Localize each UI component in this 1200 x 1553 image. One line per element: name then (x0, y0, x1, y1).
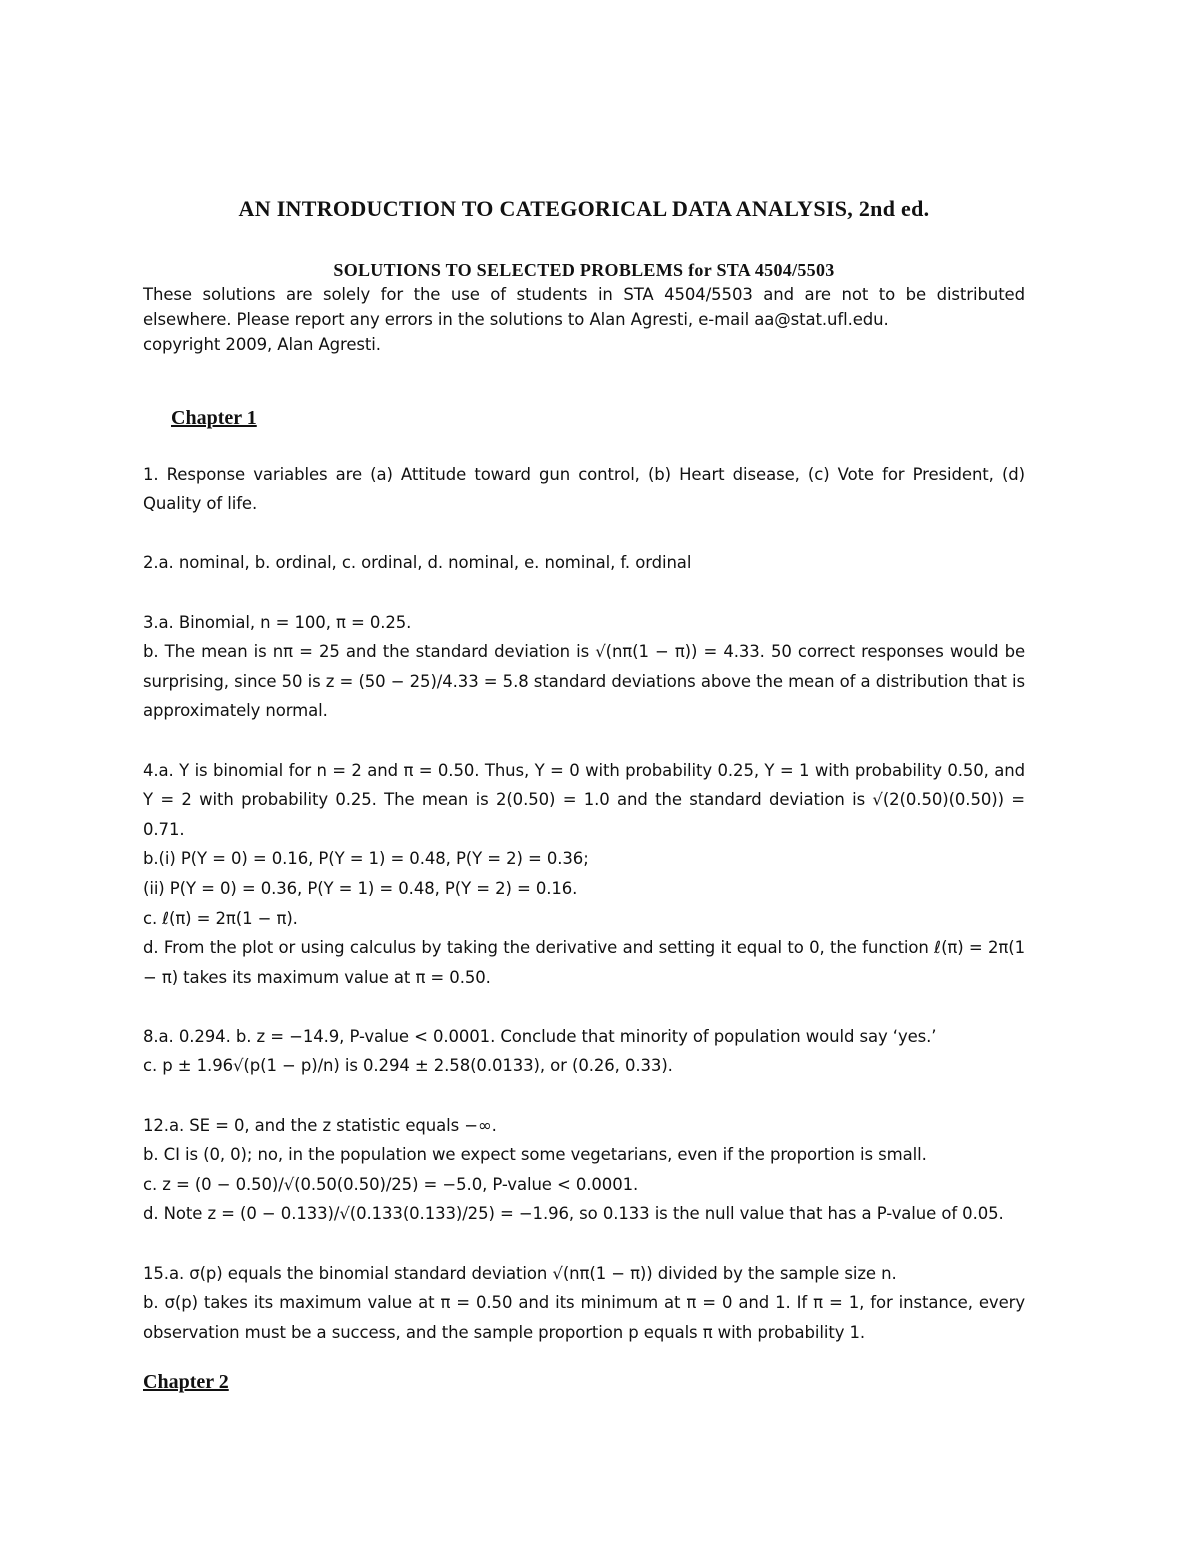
problem-8 (143, 1022, 1025, 1081)
problem-3-part-b: b. The mean is nπ = 25 and the standard deviation is √(nπ(1 − π)) = 4.33. 50 correct responses would be surprising, since 50 is z = (50 − 25)/4.33 = 5.8 standard deviations above the mean of a distribution that is approximately normal. (143, 642, 1025, 721)
chapter-1-heading: Chapter 1 (171, 407, 257, 429)
problem-15 (143, 1259, 1025, 1348)
problem-2: 2.a. nominal, b. ordinal, c. ordinal, d. nominal, e. nominal, f. ordinal (143, 553, 692, 573)
problem-4-part-d: d. From the plot or using calculus by taking the derivative and setting it equal to 0, the function ℓ(π) = 2π(1 − π) takes its maximum value at π = 0.50. (143, 938, 1025, 987)
problem-4-part-a: 4.a. Y is binomial for n = 2 and π = 0.50. Thus, Y = 0 with probability 0.25, Y = 1 with probability 0.50, and Y = 2 with probability 0.25. The mean is 2(0.50) = 1.0 and the standard deviation is √(2(0.50)(0.50)) = 0.71. (143, 760, 1025, 839)
document-title: AN INTRODUCTION TO CATEGORICAL DATA ANALYSIS, 2nd ed. (238, 196, 930, 221)
chapter-2-heading: Chapter 2 (143, 1371, 229, 1394)
problem-8-part-c: c. p ± 1.96√(p(1 − p)/n) is 0.294 ± 2.58(0.0133), or (0.26, 0.33). (143, 1056, 673, 1076)
problem-12-part-d: d. Note z = (0 − 0.133)/√(0.133(0.133)/25) = −1.96, so 0.133 is the null value that has a P-value of 0.05. (143, 1204, 1004, 1224)
problem-12-part-a: 12.a. SE = 0, and the z statistic equals −∞. (143, 1115, 497, 1135)
document-subtitle: SOLUTIONS TO SELECTED PROBLEMS for STA 4504/5503 (333, 260, 835, 280)
problem-15-part-b: b. σ(p) takes its maximum value at π = 0.50 and its minimum at π = 0 and 1. If π = 1, for instance, every observation must be a success, and the sample proportion p equals π with probability 1. (143, 1293, 1025, 1342)
problem-4 (143, 756, 1025, 993)
usage-notice (143, 282, 1025, 357)
problem-12-part-b: b. CI is (0, 0); no, in the population we expect some vegetarians, even if the proportion is small. (143, 1145, 927, 1165)
document-page (143, 196, 1025, 1394)
problem-3 (143, 608, 1025, 726)
problem-15-part-a: 15.a. σ(p) equals the binomial standard deviation √(nπ(1 − π)) divided by the sample size n. (143, 1263, 897, 1283)
problem-4-part-c: c. ℓ(π) = 2π(1 − π). (143, 908, 298, 928)
usage-notice-text: These solutions are solely for the use of students in STA 4504/5503 and are not to be distributed elsewhere. Please report any errors in the solutions to Alan Agresti, e-mail aa@stat.ufl.edu. (143, 285, 1025, 329)
problem-3-part-a: 3.a. Binomial, n = 100, π = 0.25. (143, 612, 412, 632)
problem-8-parts-a-b: 8.a. 0.294. b. z = −14.9, P-value < 0.0001. Conclude that minority of population would say ‘yes.’ (143, 1026, 937, 1046)
problem-12-part-c: c. z = (0 − 0.50)/√(0.50(0.50)/25) = −5.0, P-value < 0.0001. (143, 1174, 639, 1194)
copyright-line: copyright 2009, Alan Agresti. (143, 335, 381, 354)
problem-12 (143, 1111, 1025, 1229)
problem-4-part-b-i: b.(i) P(Y = 0) = 0.16, P(Y = 1) = 0.48, P(Y = 2) = 0.36; (143, 849, 589, 869)
problem-4-part-b-ii: (ii) P(Y = 0) = 0.36, P(Y = 1) = 0.48, P(Y = 2) = 0.16. (143, 878, 578, 898)
problem-1: 1. Response variables are (a) Attitude toward gun control, (b) Heart disease, (c) Vote for President, (d) Quality of life. (143, 464, 1025, 514)
